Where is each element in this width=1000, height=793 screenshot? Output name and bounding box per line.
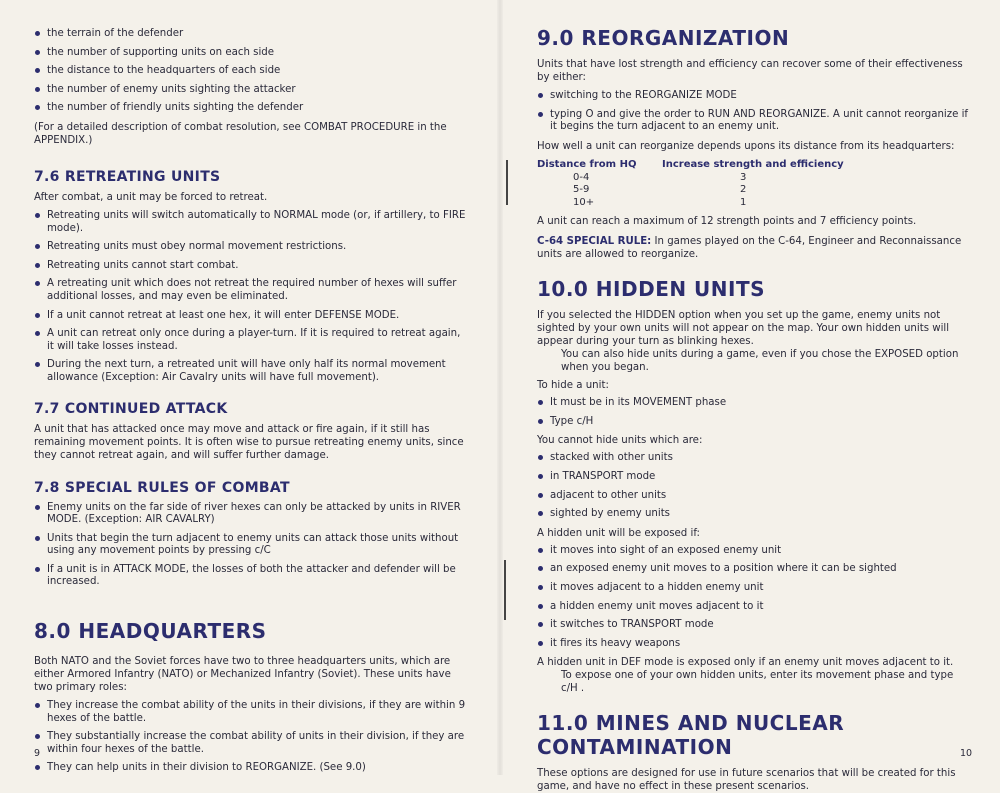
list-item: Retreating units must obey normal movement restrictions. <box>34 241 470 254</box>
pen-mark <box>506 160 508 205</box>
list-item: an exposed enemy unit moves to a position where it can be sighted <box>537 563 972 576</box>
list-item: Enemy units on the far side of river hexes can only be attacked by units in RIVER MODE. (Exception: AIR CAVALRY) <box>34 502 470 527</box>
table-cell: 10+ <box>573 196 595 208</box>
list-item: a hidden enemy unit moves adjacent to it <box>537 601 972 614</box>
paragraph: These options are designed for use in future scenarios that will be created for this game, and have no effect in these present scenarios. <box>537 768 956 793</box>
list-item: A retreating unit which does not retreat the required number of hexes will suffer additional losses, and may even be eliminated. <box>34 278 470 303</box>
retreat-bullet-list <box>34 210 470 385</box>
list-item: A unit can retreat only once during a player-turn. If it is required to retreat again, it will take losses instead. <box>34 328 470 353</box>
hq-bullet-list <box>34 700 470 775</box>
list-item: typing O and give the order to RUN AND REORGANIZE. A unit cannot reorganize if it begins the turn adjacent to an enemy unit. <box>537 109 972 134</box>
intro-bullet-list <box>34 28 470 115</box>
section-heading-8-0: 8.0 HEADQUARTERS <box>34 619 267 644</box>
section-heading-7-8: 7.8 SPECIAL RULES OF COMBAT <box>34 479 290 496</box>
list-item: the distance to the headquarters of each side <box>34 65 470 78</box>
page-number-right: 10 <box>960 748 973 759</box>
list-item: stacked with other units <box>537 452 972 465</box>
paragraph: Both NATO and the Soviet forces have two to three headquarters units, which are either Armored Infantry (NATO) or Mechanized Infantry (Soviet). These units have two primary roles: <box>34 656 451 694</box>
table-cell: 1 <box>740 196 747 208</box>
pen-mark <box>504 560 506 620</box>
hide-bullet-list <box>537 397 972 428</box>
list-item: They increase the combat ability of the units in their divisions, if they are within 9 hexes of the battle. <box>34 700 470 725</box>
section-heading-7-7: 7.7 CONTINUED ATTACK <box>34 400 228 417</box>
page-number-left: 9 <box>34 748 41 759</box>
list-item: it fires its heavy weapons <box>537 638 972 651</box>
list-item: it switches to TRANSPORT mode <box>537 619 972 632</box>
list-item: Type c/H <box>537 416 972 429</box>
reorganize-bullet-list <box>537 90 972 134</box>
paragraph: You cannot hide units which are: <box>537 435 703 447</box>
section-heading-7-6: 7.6 RETREATING UNITS <box>34 168 221 185</box>
list-item: the number of enemy units sighting the attacker <box>34 84 470 97</box>
list-item: it moves into sight of an exposed enemy unit <box>537 545 972 558</box>
table-row <box>537 172 844 185</box>
table-row <box>537 197 844 210</box>
section-heading-10-0: 10.0 HIDDEN UNITS <box>537 277 766 302</box>
paragraph: To expose one of your own hidden units, enter its movement phase and type c/H . <box>561 670 954 695</box>
cannot-hide-bullet-list <box>537 452 972 520</box>
section-heading-11-0: 11.0 MINES AND NUCLEAR CONTAMINATION <box>537 711 845 760</box>
list-item: adjacent to other units <box>537 490 972 503</box>
paragraph: A unit that has attacked once may move and attack or fire again, if it still has remaining movement points. It is often wise to pursue retreating enemy units, since they cannot retreat again, and will suffer further damage. <box>34 423 464 461</box>
list-item: in TRANSPORT mode <box>537 471 972 484</box>
paragraph: To hide a unit: <box>537 380 609 392</box>
paragraph: If you selected the HIDDEN option when you set up the game, enemy units not sighted by your own units will not appear on the map. Your own hidden units will appear during your turn as blinking hexes. <box>537 310 950 348</box>
paragraph: A hidden unit in DEF mode is exposed only if an enemy unit moves adjacent to it. <box>537 657 954 669</box>
table-cell: 3 <box>740 171 747 183</box>
list-item: the number of friendly units sighting the defender <box>34 102 470 115</box>
list-item: the terrain of the defender <box>34 28 470 41</box>
list-item: It must be in its MOVEMENT phase <box>537 397 972 410</box>
rule-label: C-64 SPECIAL RULE: <box>537 236 652 248</box>
table-row <box>537 184 844 197</box>
table-header: Increase strength and efficiency <box>662 158 844 170</box>
list-item: it moves adjacent to a hidden enemy unit <box>537 582 972 595</box>
list-item: Units that begin the turn adjacent to enemy units can attack those units without using any movement points by pressing c/C <box>34 533 470 558</box>
paragraph: You can also hide units during a game, even if you chose the EXPOSED option when you began. <box>561 349 959 374</box>
section-heading-9-0: 9.0 REORGANIZATION <box>537 26 790 50</box>
list-item: During the next turn, a retreated unit will have only half its normal movement allowance (Exception: Air Cavalry units will have full movement). <box>34 359 470 384</box>
paragraph: How well a unit can reorganize depends upons its distance from its headquarters: <box>537 140 955 152</box>
table-cell: 0-4 <box>573 171 590 183</box>
list-item: If a unit is in ATTACK MODE, the losses of both the attacker and defender will be increased. <box>34 564 470 589</box>
rule-text: In games played on the C-64, Engineer and Reconnaissance units are allowed to reorganize. <box>537 236 962 261</box>
table-cell: 5-9 <box>573 184 590 196</box>
combat-note: (For a detailed description of combat resolution, see COMBAT PROCEDURE in the APPENDIX.) <box>34 121 447 146</box>
list-item: Retreating units will switch automatically to NORMAL mode (or, if artillery, to FIRE mode). <box>34 210 470 235</box>
exposed-bullet-list <box>537 545 972 651</box>
special-rules-bullet-list <box>34 502 470 590</box>
paragraph: Units that have lost strength and efficiency can recover some of their effectiveness by either: <box>537 59 963 83</box>
right-page <box>500 0 1000 793</box>
c64-rule <box>537 235 972 261</box>
list-item: Retreating units cannot start combat. <box>34 260 470 273</box>
table-header: Distance from HQ <box>537 158 637 170</box>
list-item: If a unit cannot retreat at least one hex, it will enter DEFENSE MODE. <box>34 310 470 323</box>
left-page <box>0 0 500 775</box>
list-item: sighted by enemy units <box>537 508 972 521</box>
list-item: the number of supporting units on each side <box>34 47 470 60</box>
table-cell: 2 <box>740 184 747 196</box>
list-item: They substantially increase the combat ability of units in their division, if they are within four hexes of the battle. <box>34 731 470 756</box>
list-item: They can help units in their division to REORGANIZE. (See 9.0) <box>34 762 470 775</box>
paragraph: A hidden unit will be exposed if: <box>537 527 700 539</box>
list-item: switching to the REORGANIZE MODE <box>537 90 972 103</box>
paragraph: After combat, a unit may be forced to retreat. <box>34 191 268 203</box>
paragraph: A unit can reach a maximum of 12 strength points and 7 efficiency points. <box>537 216 917 228</box>
reorganization-table <box>537 159 844 210</box>
